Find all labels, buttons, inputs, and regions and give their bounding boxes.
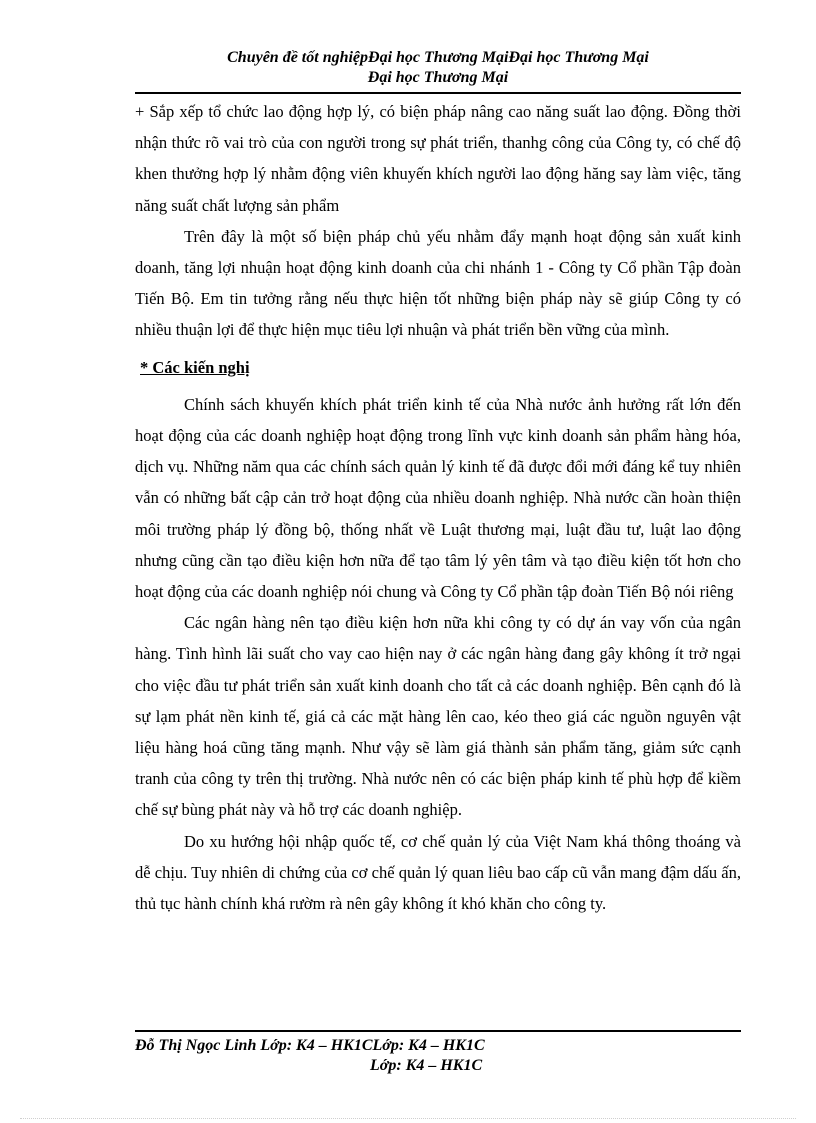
- section-heading-text: * Các kiến nghị: [140, 357, 250, 377]
- header-line-2: Đại học Thương Mại: [367, 69, 509, 86]
- header-line-1: Chuyên đề tốt nghiệpĐại học Thương MạiĐại học Thương Mại: [227, 49, 649, 66]
- header-divider: [135, 92, 741, 94]
- page-bottom-edge: [20, 1118, 796, 1119]
- paragraph-3: Chính sách khuyến khích phát triển kinh tế của Nhà nước ảnh hưởng rất lớn đến hoạt động của các doanh nghiệp hoạt động trong lĩnh vực kinh doanh sản phẩm hàng hóa, dịch vụ. Những năm qua các chính sách quản lý kinh tế đã được đổi mới đáng kể tuy nhiên vẫn có những bất cập cản trở hoạt động của nhiều doanh nghiệp. Nhà nước cần hoàn thiện môi trường pháp lý đồng bộ, thống nhất về Luật thương mại, luật đầu tư, luật lao động nhưng cũng cần tạo điều kiện hơn nữa để tạo tâm lý yên tâm và tạo điều kiện tốt hơn cho hoạt động của các doanh nghiệp nói chung và Công ty Cổ phần tập đoàn Tiến Bộ nói riêng: [135, 394, 741, 602]
- page-header: [135, 48, 741, 88]
- document-body: [135, 96, 741, 919]
- footer-line-2: Lớp: K4 – HK1C: [370, 1057, 483, 1074]
- paragraph-5: Do xu hướng hội nhập quốc tế, cơ chế quản lý của Việt Nam khá thông thoáng và dễ chịu. Tuy nhiên di chứng của cơ chế quản lý quan liêu bao cấp cũ vẫn mang đậm dấu ấn, thủ tục hành chính khá rườm rà nên gây không ít khó khăn cho công ty.: [135, 831, 741, 914]
- section-heading: [135, 352, 741, 383]
- footer-divider: [135, 1030, 741, 1032]
- paragraph-2: Trên đây là một số biện pháp chủ yếu nhằm đẩy mạnh hoạt động sản xuất kinh doanh, tăng lợi nhuận hoạt động kinh doanh của chi nhánh 1 - Công ty Cổ phần Tập đoàn Tiến Bộ. Em tin tưởng rằng nếu thực hiện tốt những biện pháp này sẽ giúp Công ty có nhiều thuận lợi để thực hiện mục tiêu lợi nhuận và phát triển bền vững của mình.: [135, 226, 741, 340]
- paragraph-4: Các ngân hàng nên tạo điều kiện hơn nữa khi công ty có dự án vay vốn của ngân hàng. Tình hình lãi suất cho vay cao hiện nay ở các ngân hàng đang gây không ít trở ngại cho việc đầu tư phát triển sản xuất kinh doanh cho tất cả các doanh nghiệp. Bên cạnh đó là sự lạm phát nền kinh tế, giá cả các mặt hàng lên cao, kéo theo giá các nguồn nguyên vật liệu hàng hoá cũng tăng mạnh. Như vậy sẽ làm giá thành sản phẩm tăng, giảm sức cạnh tranh của công ty trên thị trường. Nhà nước nên có các biện pháp kinh tế phù hợp để kiềm chế sự bùng phát này và hỗ trợ các doanh nghiệp.: [135, 613, 741, 820]
- footer-line-1: Đỗ Thị Ngọc Linh Lớp: K4 – HK1CLớp: K4 – HK1C: [135, 1037, 485, 1054]
- page-footer: [135, 1036, 741, 1076]
- paragraph-1: + Sắp xếp tổ chức lao động hợp lý, có biện pháp nâng cao năng suất lao động. Đồng thời nhận thức rõ vai trò của con người trong sự phát triển, thanhg công của Công ty, có chế độ khen thưởng hợp lý nhằm động viên khuyến khích người lao động hăng say làm việc, tăng năng suất chất lượng sản phẩm: [135, 102, 741, 215]
